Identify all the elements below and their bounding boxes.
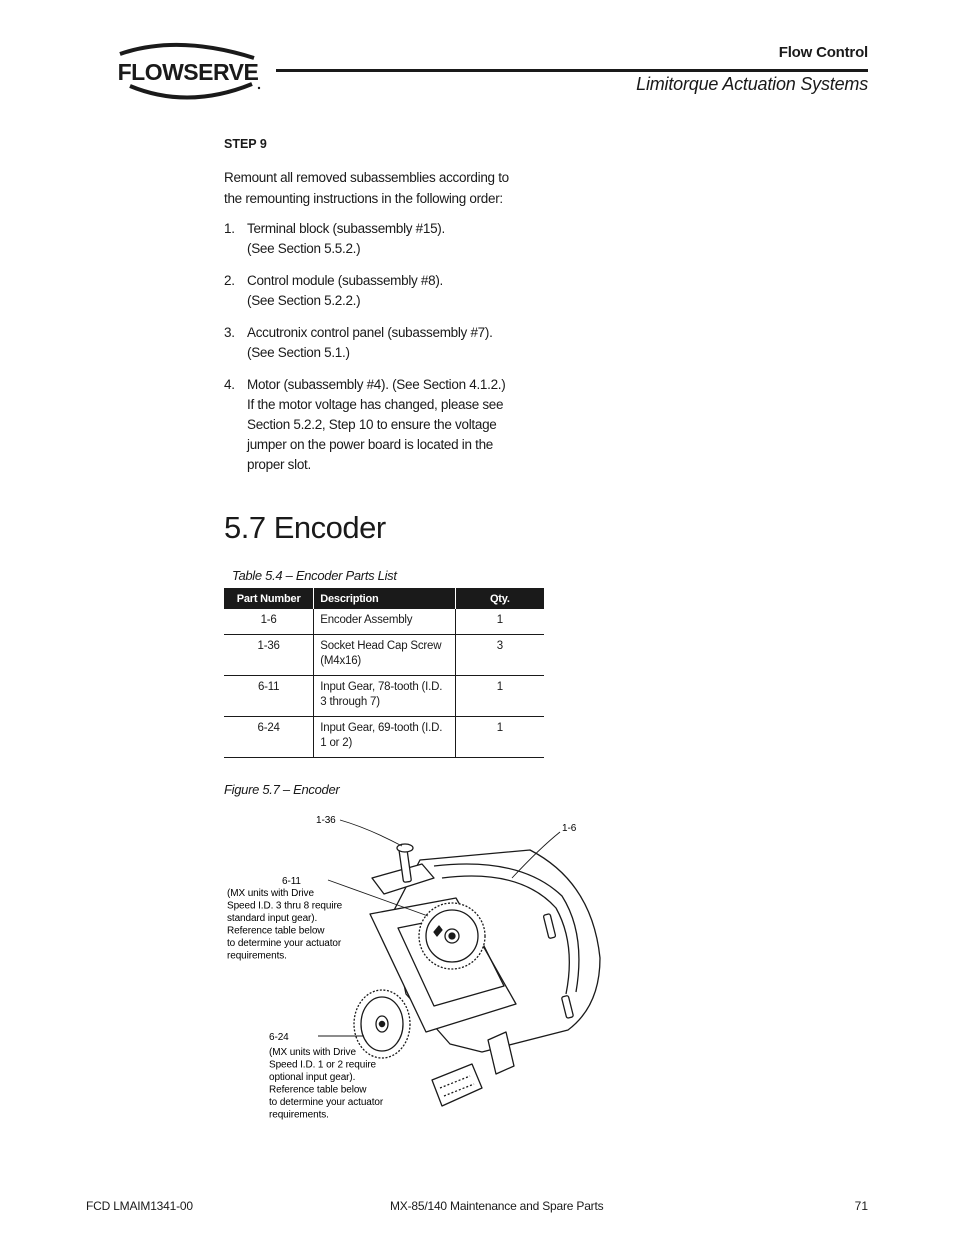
header-subtitle: Limitorque Actuation Systems [636, 74, 868, 94]
step-item-text: (See Section 5.1.) [247, 345, 350, 360]
step-item-text: Section 5.2.2, Step 10 to ensure the voltage [247, 417, 497, 432]
cell-qty: 1 [455, 717, 544, 758]
cell-description: Input Gear, 69-tooth (I.D. 1 or 2) [314, 717, 455, 758]
callout-6-11-note [227, 888, 343, 962]
brand-line: Flow Control [778, 44, 868, 61]
footer-document-code: FCD LMAIM1341-00 [86, 1199, 193, 1213]
step-item-number: 3. [224, 325, 235, 340]
step-item-text: Terminal block (subassembly #15). [247, 221, 445, 236]
callout-note-line: to determine your actuator [227, 938, 342, 949]
step-item-text: If the motor voltage has changed, please see [247, 397, 504, 412]
step-item [224, 375, 524, 475]
step-item [224, 219, 524, 259]
callout-note-line: (MX units with Drive [227, 888, 314, 899]
callout-6-24: 6-24 [269, 1032, 289, 1043]
callout-note-line: requirements. [227, 950, 287, 962]
table-caption: Table 5.4 – Encoder Parts List [232, 568, 397, 583]
step-item-text: (See Section 5.2.2.) [247, 293, 361, 308]
callout-note-line: optional input gear). [269, 1072, 356, 1083]
table-row [224, 717, 544, 758]
step-item-text: Control module (subassembly #8). [247, 273, 443, 288]
section-title: 5.7 Encoder [224, 510, 386, 545]
step-intro: Remount all removed subassemblies according to the remounting instructions in the following order: [224, 170, 509, 206]
step-item-text: proper slot. [247, 457, 311, 472]
col-header-qty: Qty. [455, 588, 544, 609]
footer-manual-title: MX-85/140 Maintenance and Spare Parts [390, 1199, 604, 1213]
callout-6-11: 6-11 [282, 876, 301, 887]
cell-qty: 1 [455, 609, 544, 635]
encoder-illustration [220, 808, 620, 1128]
logo-bottom-arc [130, 84, 252, 98]
header-rule [276, 69, 868, 72]
cell-part-number: 1-6 [224, 609, 314, 635]
cell-part-number: 1-36 [224, 635, 314, 676]
callout-note-line: to determine your actuator [269, 1097, 384, 1108]
cell-description: Input Gear, 78-tooth (I.D. 3 through 7) [314, 676, 455, 717]
step-item [224, 271, 524, 311]
table-row [224, 635, 544, 676]
screw-head [397, 844, 413, 852]
step-item-text: jumper on the power board is located in the [247, 437, 494, 452]
page-number: 71 [854, 1199, 868, 1213]
step-item-number: 4. [224, 377, 235, 392]
flowserve-logo [108, 40, 268, 102]
table-row [224, 676, 544, 717]
step-item [224, 323, 524, 363]
callout-1-36: 1-36 [316, 815, 336, 826]
remount-steps [224, 219, 524, 487]
callout-note-line: Speed I.D. 3 thru 8 require [227, 900, 343, 912]
table-row [224, 609, 544, 635]
col-header-part-number: Part Number [224, 588, 314, 609]
col-header-description: Description [314, 588, 455, 609]
table-header-row [224, 588, 544, 609]
encoder-connector [432, 1064, 482, 1106]
callout-note-line: requirements. [269, 1109, 329, 1121]
callout-note-line: Speed I.D. 1 or 2 require [269, 1059, 377, 1071]
step-item-number: 1. [224, 221, 235, 236]
callout-note-line: Reference table below [227, 925, 325, 937]
encoder-parts-table [224, 588, 544, 758]
cell-qty: 3 [455, 635, 544, 676]
logo-top-arc [120, 45, 254, 58]
cell-part-number: 6-24 [224, 717, 314, 758]
callout-1-6: 1-6 [562, 823, 577, 834]
cell-description: Socket Head Cap Screw (M4x16) [314, 635, 455, 676]
step-item-text: (See Section 5.5.2.) [247, 241, 361, 256]
callout-note-line: (MX units with Drive [269, 1047, 356, 1058]
step-item-number: 2. [224, 273, 235, 288]
cell-qty: 1 [455, 676, 544, 717]
callout-note-line: standard input gear). [227, 913, 318, 924]
callout-note-line: Reference table below [269, 1084, 367, 1096]
step-heading: STEP 9 [224, 137, 267, 151]
callout-6-24-note [269, 1047, 384, 1121]
cell-part-number: 6-11 [224, 676, 314, 717]
logo-wordmark: FLOWSERVE [117, 59, 259, 85]
leader-1-36 [340, 820, 402, 846]
cell-description: Encoder Assembly [314, 609, 455, 635]
step-item-text: Motor (subassembly #4). (See Section 4.1.2.) [247, 377, 506, 392]
step-item-text: Accutronix control panel (subassembly #7). [247, 325, 493, 340]
figure-caption: Figure 5.7 – Encoder [224, 782, 340, 797]
